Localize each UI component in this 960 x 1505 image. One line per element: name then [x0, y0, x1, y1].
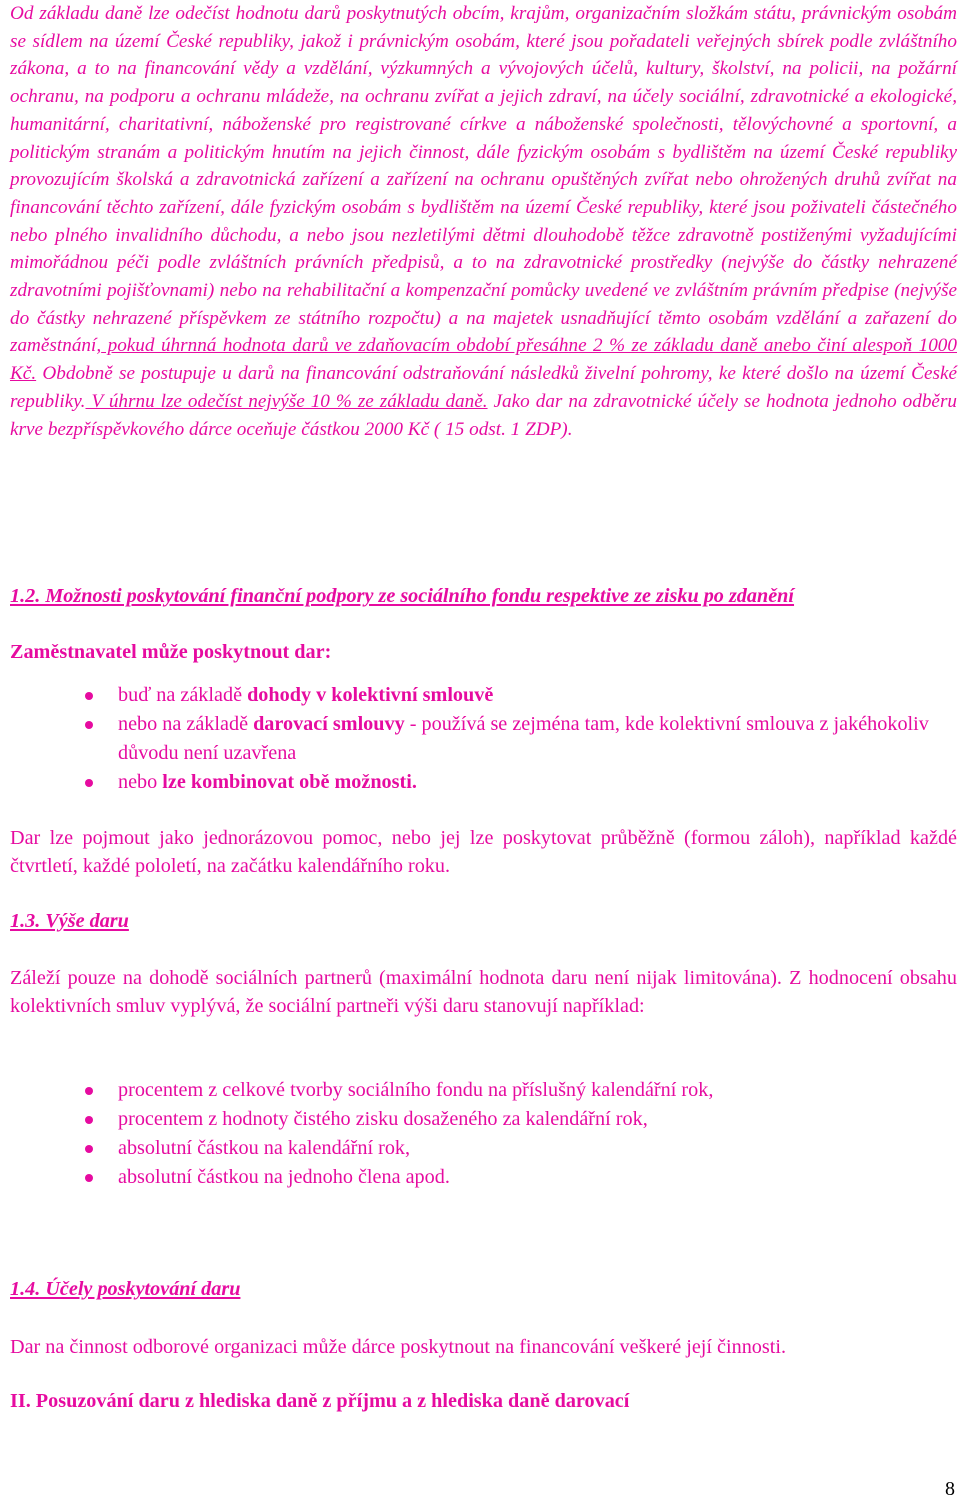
page-number: 8 [945, 1478, 955, 1500]
section-heading-1-2: 1.2. Možnosti poskytování finanční podpory ze sociálního fondu respektive ze zisku po zdanění [10, 585, 795, 607]
list-item [0, 681, 958, 710]
list-item-text: buď na základě [118, 684, 248, 706]
list-item-bold: dohody v kolektivní smlouvě [247, 684, 494, 706]
section-heading-1-3: 1.3. Výše daru [10, 910, 129, 932]
gift-options-list [0, 681, 958, 797]
gift-amount-list [0, 1076, 958, 1192]
list-item [0, 710, 958, 768]
paragraph-text: Obdobně se postupuje u darů na financování odstraňování následků živelní pohromy, ke které došlo na území České republiky. [10, 363, 957, 412]
paragraph-text: Od základu daně lze odečíst hodnotu darů poskytnutých obcím, krajům, organizačním složkám státu, právnickým osobám se sídlem na území České republiky, jakož i právnickým osobám, které jsou pořadateli veřejných sbírek podle zvláštního zákona, a to na financování vědy a vzdělání, výzkumných a vývojových účelů, kultury, školství, na policii, na požární ochranu, na podporu a ochranu mládeže, na ochranu zvířat a jejich zdraví, na účely sociální, zdravotnické a ekologické, humanitární, charitativní, náboženské pro registrované církve a náboženské společnosti, tělovýchovné a sportovní, a politickým stranám a politickým hnutím na jejich činnost, dále fyzickým osobám s bydlištěm na území České republiky provozujícím školská a zdravotnická zařízení a zařízení na ochranu opuštěných zvířat nebo ohrožených druhů zvířat na financování těchto zařízení, dále fyzickým osobám s bydlištěm na území České republiky, které jsou poživateli částečného nebo plného invalidního důchodu, a nebo jsou nezletilými dětmi dlouhodobě těžce zdravotně postiženými vyžadujícími mimořádnou péči podle zvláštních právních předpisů, a to na zdravotnické prostředky (nejvýše do částky nehrazené zdravotními pojišťovnami) nebo na rehabilitační a kompenzační pomůcky uvedené ve zvláštním právním předpise (nejvýše do částky nehrazené příspěvkem ze státního rozpočtu) a na majetek usnadňující těmto osobám vzdělání a zařazení do zaměstnání, [10, 3, 957, 357]
list-item [0, 1105, 958, 1134]
bullet-icon [85, 779, 93, 787]
bullet-icon [85, 1087, 93, 1095]
bullet-icon [85, 1116, 93, 1124]
employer-heading: Zaměstnavatel může poskytnout dar: [10, 641, 332, 663]
list-item-text: nebo [118, 771, 163, 793]
bullet-icon [85, 692, 93, 700]
paragraph-text: Jako dar na zdravotnické účely se hodnota jednoho odběru krve bezpříspěvkového dárce oceňuje částkou 2000 Kč ( 15 odst. 1 ZDP). [10, 390, 958, 440]
section-heading-II: II. Posuzování daru z hlediska daně z příjmu a z hlediska daně darovací [10, 1390, 630, 1412]
purpose-paragraph: Dar na činnost odborové organizaci může dárce poskytnout na financování veškeré její činnosti. [10, 1336, 787, 1358]
bullet-icon [85, 1145, 93, 1153]
bullet-icon [85, 721, 93, 729]
tax-deduction-paragraph [10, 0, 957, 443]
list-item-text: nebo na základě [118, 713, 254, 735]
list-item-bold: lze kombinovat obě možnosti. [162, 771, 417, 793]
list-item-text: procentem z hodnoty čistého zisku dosaženého za kalendářní rok, [118, 1108, 648, 1130]
gift-amount-paragraph: Záleží pouze na dohodě sociálních partnerů (maximální hodnota daru není nijak limitována). Z hodnocení obsahu kolektivních smluv vyplývá, že sociální partneři výši daru stanovují například: [10, 967, 957, 1017]
list-item [0, 1076, 958, 1105]
list-item-text: procentem z celkové tvorby sociálního fondu na příslušný kalendářní rok, [118, 1079, 714, 1101]
list-item-text: absolutní částkou na kalendářní rok, [118, 1137, 411, 1159]
bullet-icon [85, 1174, 93, 1182]
section-heading-1-4: 1.4. Účely poskytování daru [10, 1278, 241, 1300]
list-item-text: - používá se zejména tam, kde kolektivní smlouva z jakéhokoliv důvodu není uzavřena [118, 713, 929, 764]
list-item [0, 768, 958, 797]
list-item [0, 1163, 958, 1192]
list-item-bold: darovací smlouvy [253, 713, 405, 735]
one-time-gift-paragraph: Dar lze pojmout jako jednorázovou pomoc, nebo jej lze poskytovat průběžně (formou záloh), například každé čtvrtletí, každé pololetí, na začátku kalendářního roku. [10, 827, 957, 877]
underlined-condition: pokud úhrnná hodnota darů ve zdaňovacím období přesáhne 2 % ze základu daně anebo činí alespoň 1000 Kč. [10, 335, 957, 385]
underlined-limit: V úhrnu lze odečíst nejvýše 10 % ze základu daně. [85, 390, 488, 412]
list-item-text: absolutní částkou na jednoho člena apod. [118, 1166, 450, 1188]
list-item [0, 1134, 958, 1163]
